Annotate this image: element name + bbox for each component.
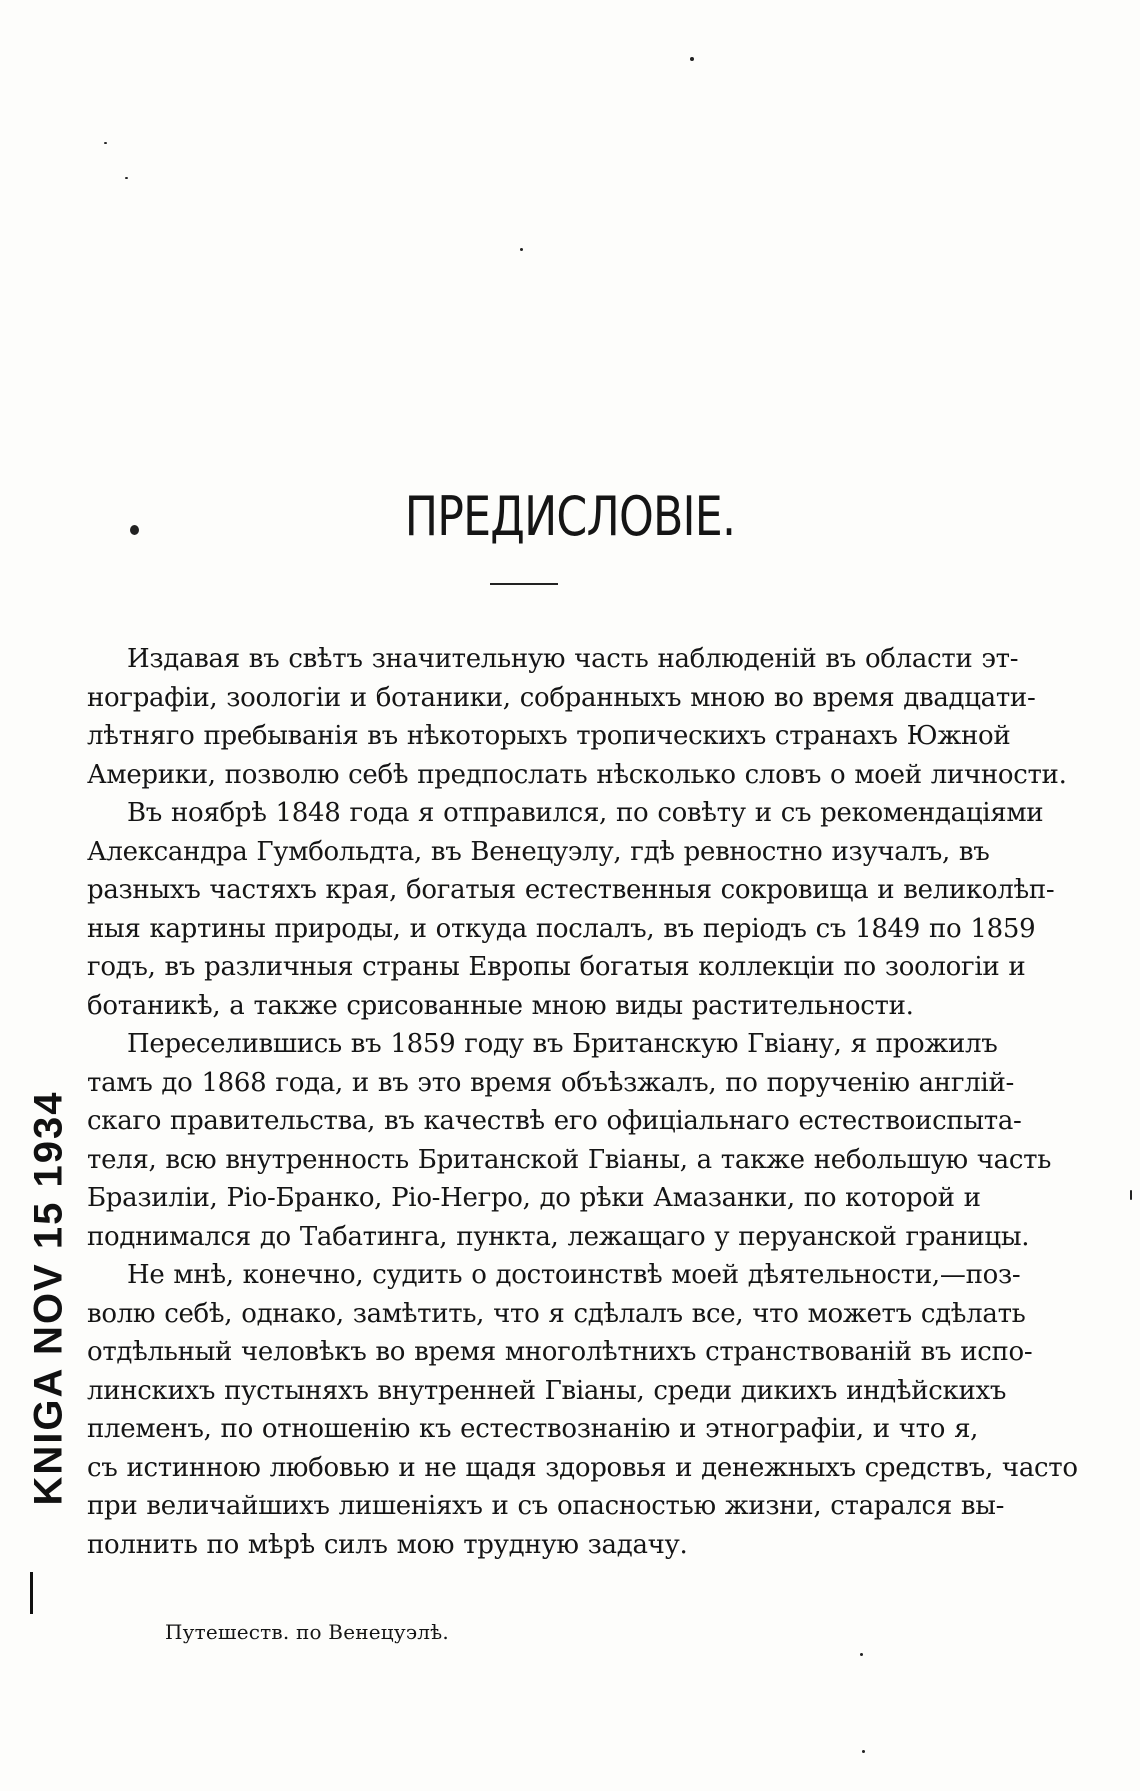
text-line: лѣтняго пребыванія въ нѣкоторыхъ тропическихъ странахъ Южной xyxy=(87,721,1011,751)
text-line: отдѣльный человѣкъ во время многолѣтнихъ странствованій въ испо- xyxy=(87,1337,1033,1367)
text-line: линскихъ пустыняхъ внутренней Гвіаны, среди дикихъ индѣйскихъ xyxy=(87,1375,1007,1406)
scan-speck xyxy=(125,177,128,179)
text-line: Переселившись въ 1859 году въ Британскую Гвіану, я прожилъ xyxy=(127,1029,998,1059)
text-line: при величайшихъ лишеніяхъ и съ опасностью жизни, старался вы- xyxy=(87,1491,1005,1521)
text-line: тамъ до 1868 года, и въ это время объѣзжалъ, по порученію англій- xyxy=(87,1067,1014,1098)
text-line: Александра Гумбольдта, въ Венецуэлу, гдѣ ревностно изучалъ, въ xyxy=(87,836,990,867)
text-line: нографіи, зоологіи и ботаники, собранныхъ мною во время двадцати- xyxy=(87,682,1036,713)
scan-speck xyxy=(862,1750,865,1753)
scan-speck xyxy=(690,57,694,61)
text-line: волю себѣ, однако, замѣтить, что я сдѣлалъ все, что можетъ сдѣлать xyxy=(87,1298,1026,1329)
text-line: годъ, въ различныя страны Европы богатыя коллекціи по зоологіи и xyxy=(87,952,1026,982)
scan-speck xyxy=(860,1653,863,1656)
text-line: теля, всю внутренность Британской Гвіаны, а также небольшую часть xyxy=(87,1144,1052,1175)
text-line: Не мнѣ, конечно, судить о достоинствѣ моей дѣятельности,—поз- xyxy=(127,1260,1021,1290)
text-line: племенъ, по отношенію къ естествознанію и этнографіи, и что я, xyxy=(87,1414,979,1444)
text-line: Въ ноябрѣ 1848 года я отправился, по совѣту и съ рекомендаціями xyxy=(127,798,1044,828)
text-line: полнить по мѣрѣ силъ мою трудную задачу. xyxy=(87,1529,688,1560)
text-line: Издавая въ свѣтъ значительную часть наблюденій въ области эт- xyxy=(127,644,1019,674)
scan-speck xyxy=(520,248,523,251)
title-divider xyxy=(490,583,558,585)
signature-mark: Путешеств. по Венецуэлѣ. xyxy=(165,1620,449,1644)
library-stamp-text: KNIGA NOV 15 1934 xyxy=(26,1090,71,1506)
text-line: разныхъ частяхъ края, богатыя естественныя сокровища и великолѣп- xyxy=(87,875,1055,905)
page-title: ПРЕДИСЛОВІЕ. xyxy=(404,485,736,548)
preface-body xyxy=(87,640,1078,1564)
text-line: съ истинною любовью и не щадя здоровья и денежныхъ средствъ, часто xyxy=(87,1452,1078,1483)
text-line: Бразиліи, Ріо-Бранко, Ріо-Негро, до рѣки Амазанки, по которой и xyxy=(87,1183,981,1213)
text-line: поднимался до Табатинга, пункта, лежащаго у перуанской границы. xyxy=(87,1221,1030,1252)
text-line: Америки, позволю себѣ предпослать нѣсколько словъ о моей личности. xyxy=(87,759,1067,790)
text-line: ныя картины природы, и откуда послалъ, въ періодъ съ 1849 по 1859 xyxy=(87,913,1036,944)
scan-speck xyxy=(130,525,139,535)
stamp-bar xyxy=(30,1572,33,1614)
scan-speck xyxy=(1130,1190,1132,1200)
library-stamp xyxy=(18,1090,80,1506)
text-line: скаго правительства, въ качествѣ его офиціальнаго естествоиспыта- xyxy=(87,1106,1022,1136)
text-line: ботаникѣ, а также срисованные мною виды растительности. xyxy=(87,990,914,1021)
scan-speck xyxy=(104,142,107,144)
